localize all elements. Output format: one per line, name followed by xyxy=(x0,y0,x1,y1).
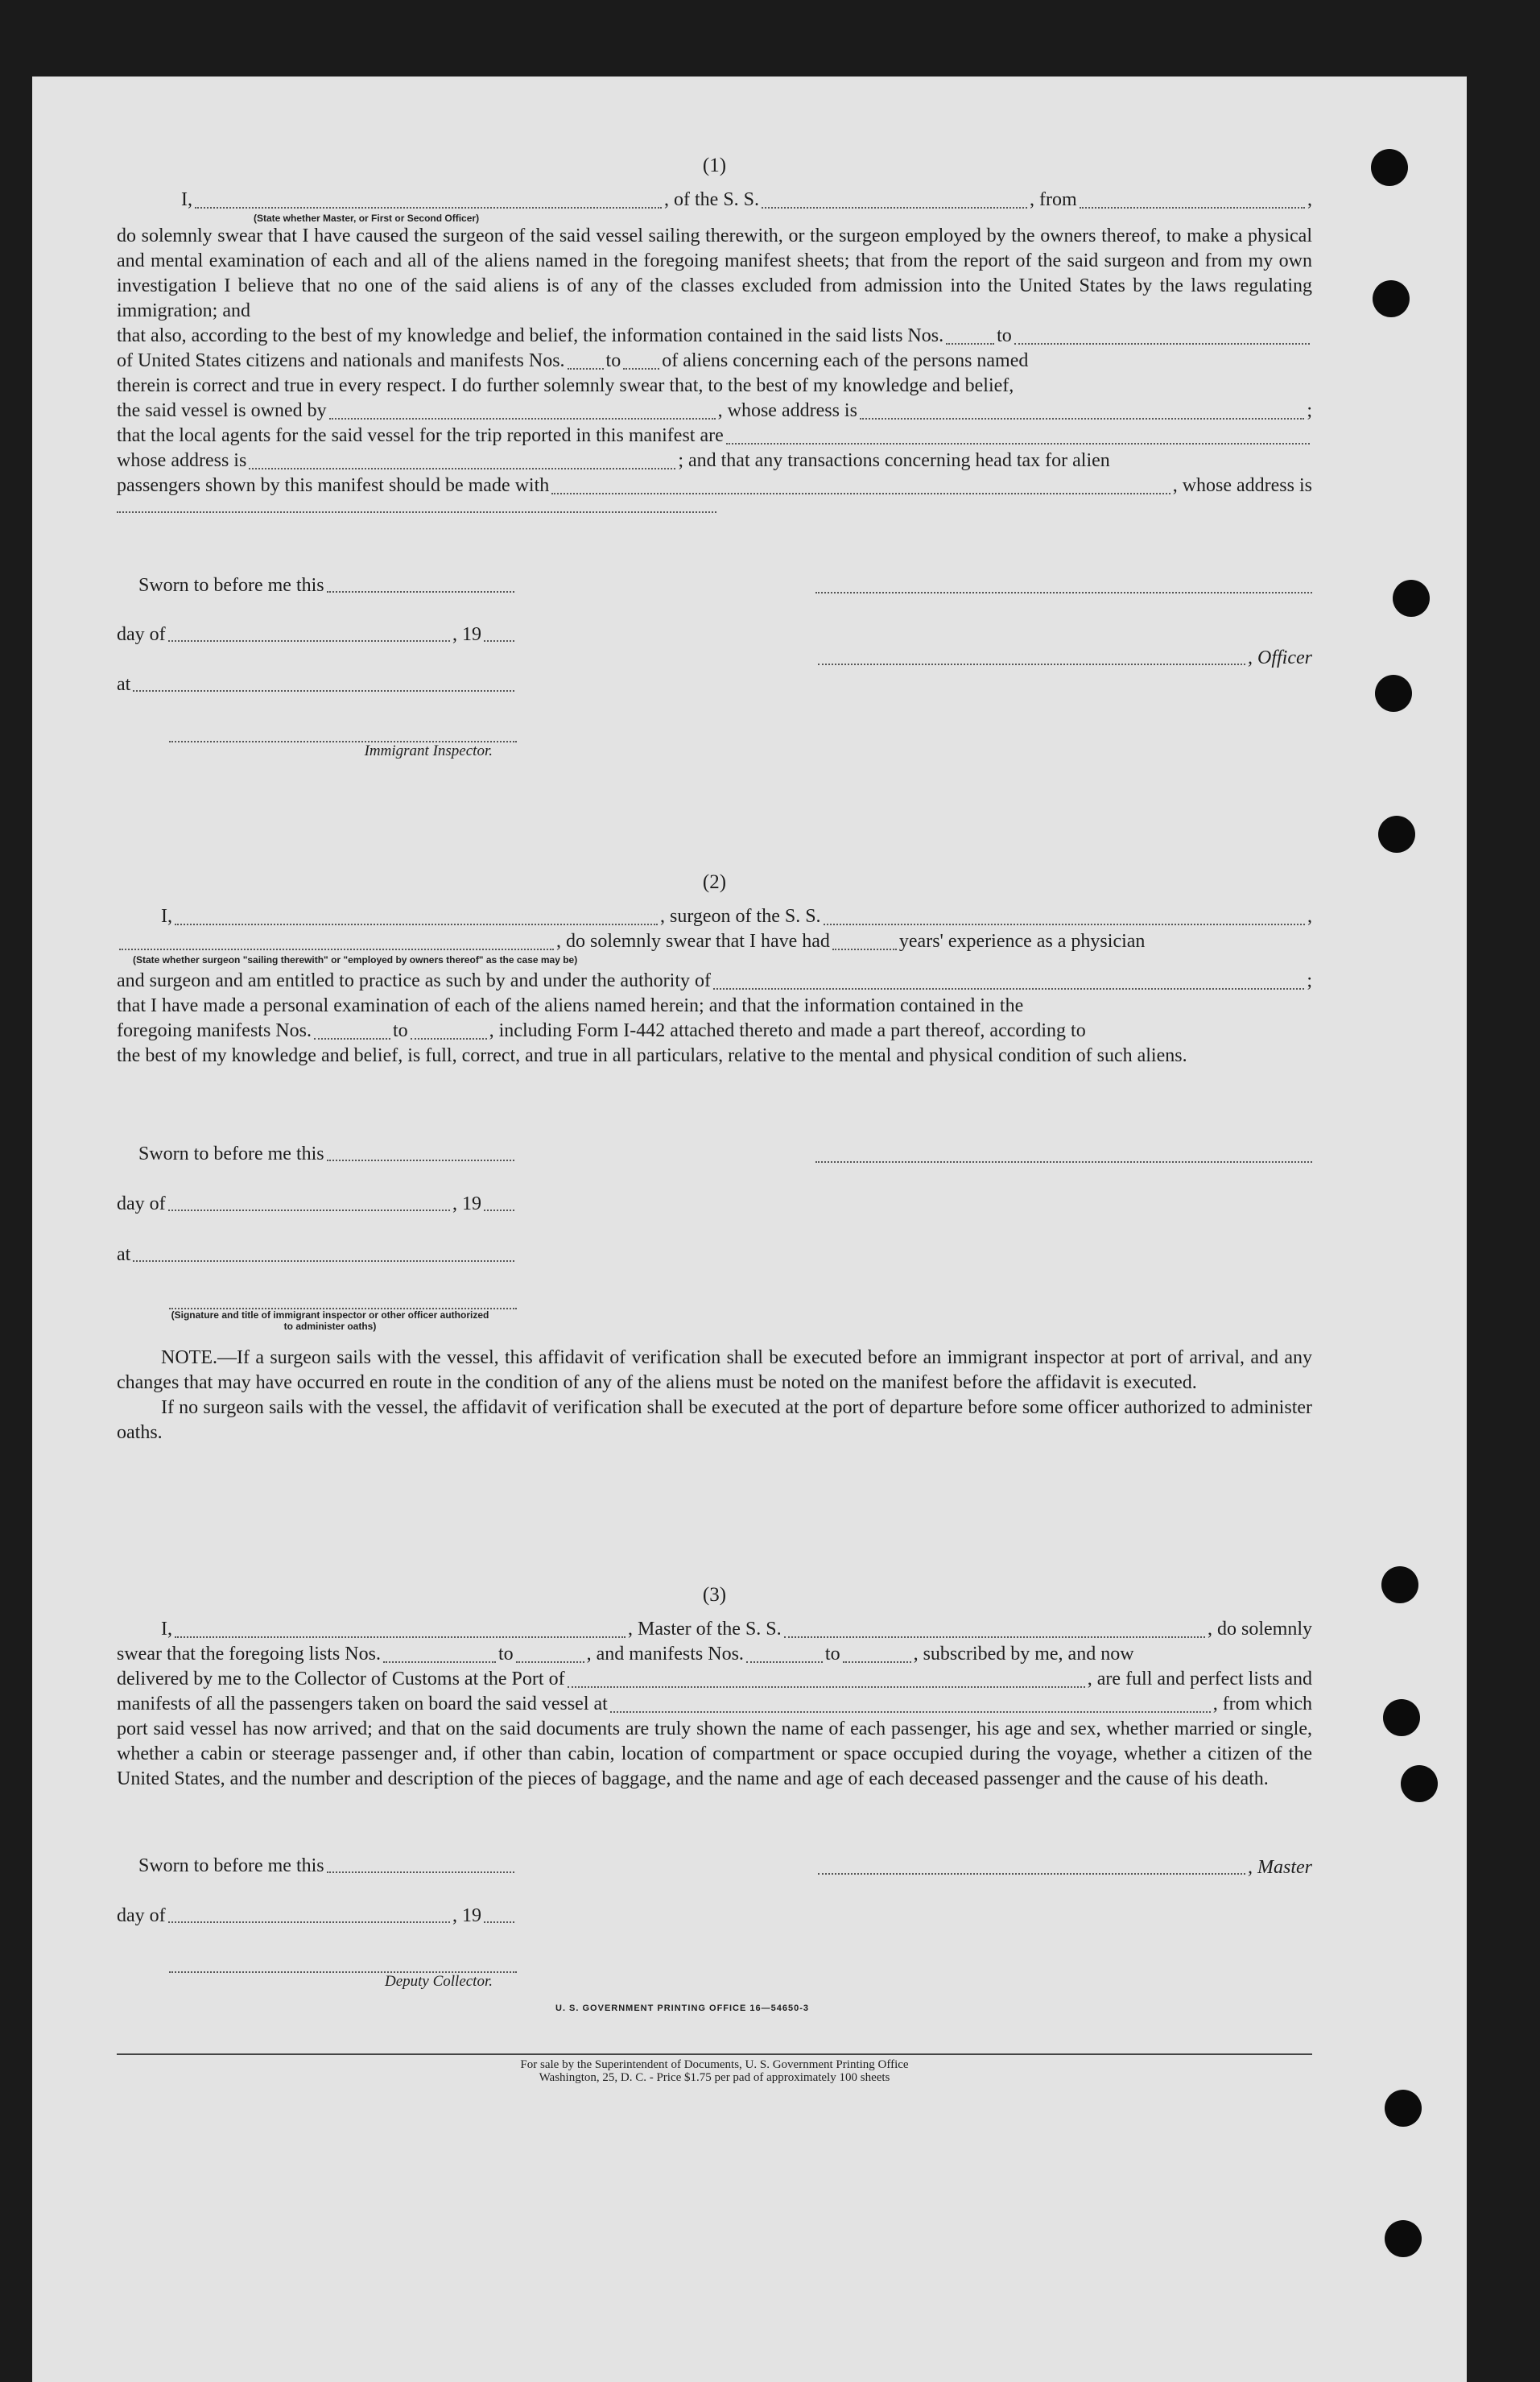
label-to: to xyxy=(605,350,621,371)
officer-signature-field[interactable] xyxy=(815,590,1312,593)
headtax-contact-field[interactable] xyxy=(551,475,1170,494)
officer-name-field[interactable] xyxy=(818,646,1245,665)
month-field[interactable] xyxy=(168,1904,450,1923)
label-exam: that I have made a personal examination of each of the aliens named herein; and that the information contained in the xyxy=(117,995,1024,1016)
label-practice: and surgeon and am entitled to practice as such by and under the authority of xyxy=(117,970,711,991)
lists-from-field[interactable] xyxy=(946,325,994,345)
section-number: (3) xyxy=(702,1584,727,1606)
owner-field[interactable] xyxy=(329,400,716,420)
sailing-note: (State whether surgeon "sailing therewith" or "employed by owners thereof" as the case may be) xyxy=(133,954,578,966)
inspector-signature xyxy=(169,739,517,760)
surgeon-name-field[interactable] xyxy=(175,906,658,925)
sale-line-1: For sale by the Superintendent of Documents, U. S. Government Printing Office xyxy=(520,2058,909,2071)
year-field[interactable] xyxy=(484,1904,514,1923)
officer-title-field[interactable] xyxy=(195,189,662,209)
headtax-address-field[interactable] xyxy=(117,510,716,513)
label-to: to xyxy=(997,325,1012,346)
label-manifests: , and manifests Nos. xyxy=(586,1644,744,1665)
binder-hole-icon xyxy=(1378,816,1415,853)
manifests-from-field[interactable] xyxy=(568,350,604,370)
label-day-of: day of xyxy=(117,1905,166,1926)
year-field[interactable] xyxy=(484,1192,514,1211)
label-lists: that also, according to the best of my knowledge and belief, the information contained in the said lists Nos. xyxy=(117,325,944,346)
paragraph-2: the best of my knowledge and belief, is full, correct, and true in all particulars, relative to the mental and physical condition of such aliens. xyxy=(117,1045,1187,1066)
label-agents: that the local agents for the said vessel for the trip reported in this manifest are xyxy=(117,425,724,446)
master-name-field[interactable] xyxy=(175,1619,625,1638)
master-caption: , Master xyxy=(1248,1857,1312,1878)
label-i: I, xyxy=(181,189,192,210)
sworn-day-field[interactable] xyxy=(327,1854,514,1873)
surgeon-signature-field[interactable] xyxy=(815,1160,1312,1163)
sworn-day-field[interactable] xyxy=(327,573,514,593)
inspector-caption: Immigrant Inspector. xyxy=(364,742,493,759)
label-from: , from xyxy=(1030,189,1077,210)
section-number: (1) xyxy=(702,155,727,176)
label-form: , including Form I-442 attached thereto and made a part thereof, according to xyxy=(489,1020,1086,1041)
label-citizens: of United States citizens and nationals and manifests Nos. xyxy=(117,350,565,371)
month-field[interactable] xyxy=(168,1192,450,1211)
binder-hole-icon xyxy=(1383,1699,1420,1736)
label-to: to xyxy=(824,1644,840,1665)
from-port-field[interactable] xyxy=(1080,189,1305,209)
sworn-block-1 xyxy=(138,573,517,597)
year-field[interactable] xyxy=(484,622,514,642)
label-sworn: Sworn to before me this xyxy=(138,1855,324,1876)
label-sworn: Sworn to before me this xyxy=(138,1143,324,1164)
label-subscribed: , subscribed by me, and now xyxy=(913,1644,1134,1665)
label-surgeon-of: , surgeon of the S. S. xyxy=(660,906,821,927)
manifests-to-field[interactable] xyxy=(623,350,659,370)
label-sworn: Sworn to before me this xyxy=(138,575,324,596)
sale-notice xyxy=(117,2058,1312,2084)
officer-caption: , Officer xyxy=(1248,647,1312,668)
gpo-imprint: U. S. GOVERNMENT PRINTING OFFICE 16—54650-3 xyxy=(555,2004,810,2013)
label-year: , 19 xyxy=(452,1193,481,1214)
label-to: to xyxy=(498,1644,514,1665)
at-place-field[interactable] xyxy=(133,672,514,692)
surgeon-vessel-field[interactable] xyxy=(824,906,1305,925)
label-passengers: passengers shown by this manifest should be made with xyxy=(117,475,550,496)
sailing-status-field[interactable] xyxy=(119,931,554,950)
punct: ; xyxy=(1307,970,1312,991)
at-place-field[interactable] xyxy=(133,1243,514,1262)
port-field[interactable] xyxy=(568,1669,1085,1688)
label-whose-address: , whose address is xyxy=(717,400,857,421)
manifests-to-field[interactable] xyxy=(411,1020,487,1040)
binder-hole-icon xyxy=(1381,1566,1418,1603)
label-full-lists: , are full and perfect lists and xyxy=(1087,1669,1312,1689)
lists-from-field[interactable] xyxy=(383,1644,496,1663)
sale-line-2: Washington, 25, D. C. - Price $1.75 per pad of approximately 100 sheets xyxy=(539,2071,890,2084)
label-day-of: day of xyxy=(117,624,166,645)
section-1: (1) I, , of the S. S. , from , (State whether Master, or First or Second Officer) do solemnly swear that I have caused the surgeon of the said vessel sailing therewith, or the surgeon employed by the owners thereof, to make a physical and mental examination of each and all of the aliens named in the foregoing manifest sheets; that from the report of the said surgeon and from my own investigation I believe that no one of the said aliens is of any of the classes excluded from admission into the United States by the laws regulating immigration; and that also, according to the best of my knowledge and belief, the information contained in the said lists Nos. to of United States citizens and nationals and manifests Nos. to of aliens concerning each of the persons named therein is correct and true in every respect. I do further solemnly swear that, to the best of my knowledge and belief, the said vessel is owned by , whose address is ; that the local agents for the said vessel for the trip reported in this manifest are whose address is ; and that any transactions concerning head tax for alien passengers shown by this manifest should be made with , whose address is xyxy=(117,153,1312,513)
lists-to-field[interactable] xyxy=(516,1644,584,1663)
deputy-signature xyxy=(169,1970,517,1991)
label-delivered: delivered by me to the Collector of Customs at the Port of xyxy=(117,1669,565,1689)
punct: ; xyxy=(1307,400,1312,421)
manifests-from-field[interactable] xyxy=(746,1644,823,1663)
label-at: at xyxy=(117,1244,131,1265)
label-master-of: , Master of the S. S. xyxy=(628,1619,782,1640)
label-i: I, xyxy=(161,906,172,927)
binder-hole-icon xyxy=(1385,2220,1422,2257)
agents-address-field[interactable] xyxy=(249,450,675,469)
label-from-which: , from which xyxy=(1212,1693,1312,1714)
sworn-block-3 xyxy=(138,1854,517,1877)
day-row-2 xyxy=(117,1192,517,1215)
binder-hole-icon xyxy=(1371,149,1408,186)
label-lists: swear that the foregoing lists Nos. xyxy=(117,1644,381,1665)
label-i: I, xyxy=(161,1619,172,1640)
label-do-solemnly: , do solemnly xyxy=(1208,1619,1312,1640)
binder-hole-icon xyxy=(1401,1765,1438,1802)
label-year: , 19 xyxy=(452,624,481,645)
label-therein: therein is correct and true in every respect. I do further solemnly swear that, to the best of my knowledge and belief, xyxy=(117,375,1014,396)
note-1: NOTE.—If a surgeon sails with the vessel, this affidavit of verification shall be executed before an immigrant inspector at port of arrival, and any changes that may have occurred en route in the condition of any of the aliens must be noted on the manifest before the affidavit is executed. xyxy=(117,1347,1312,1393)
surgeon-signature-block xyxy=(815,1160,1312,1163)
paragraph-3: port said vessel has now arrived; and that on the said documents are truly shown the name of each passenger, his age and sex, whether married or single, whether a cabin or steerage passenger and, if other than cabin, location of compartment or space occupied during the voyage, whether a citizen of the United States, and the number and description of the pieces of baggage, and the name and age of each deceased passenger and the cause of his death. xyxy=(117,1718,1312,1789)
inspector-signature-2 xyxy=(169,1306,517,1332)
sworn-block-2 xyxy=(138,1142,517,1165)
day-row-3 xyxy=(117,1904,517,1927)
label-do-swear: , do solemnly swear that I have had xyxy=(556,931,830,952)
manifests-from-field[interactable] xyxy=(314,1020,390,1040)
punct: , xyxy=(1307,906,1312,927)
binder-hole-icon xyxy=(1375,675,1412,712)
label-at: at xyxy=(117,674,131,695)
owner-address-field[interactable] xyxy=(860,400,1304,420)
label-years: years' experience as a physician xyxy=(898,931,1146,952)
sworn-day-field[interactable] xyxy=(327,1142,514,1161)
binder-hole-icon xyxy=(1393,580,1430,617)
master-signature-field[interactable] xyxy=(818,1855,1245,1875)
lists-to-field[interactable] xyxy=(1014,325,1310,345)
label-of-ss: , of the S. S. xyxy=(664,189,760,210)
label-whose-address: , whose address is xyxy=(1172,475,1312,496)
label-headtax: ; and that any transactions concerning head tax for alien xyxy=(678,450,1110,471)
signature-note: (Signature and title of immigrant inspector or other officer authorized to administer oaths) xyxy=(171,1309,489,1332)
master-row xyxy=(815,1855,1312,1879)
authority-field[interactable] xyxy=(713,970,1304,990)
label-aliens: of aliens concerning each of the persons named xyxy=(662,350,1029,371)
at-row-2 xyxy=(117,1243,517,1266)
binder-hole-icon xyxy=(1385,2090,1422,2127)
day-row-1 xyxy=(117,622,517,646)
years-field[interactable] xyxy=(832,931,897,950)
vessel-name-field[interactable] xyxy=(762,189,1027,209)
label-owned: the said vessel is owned by xyxy=(117,400,327,421)
section-number: (2) xyxy=(702,871,727,893)
notes xyxy=(117,1346,1312,1445)
label-year: , 19 xyxy=(452,1905,481,1926)
binder-hole-icon xyxy=(1373,280,1410,317)
section-2 xyxy=(117,870,1312,1069)
boarding-port-field[interactable] xyxy=(610,1693,1211,1713)
at-row-1 xyxy=(117,672,517,696)
note-2: If no surgeon sails with the vessel, the affidavit of verification shall be executed at the port of departure before some officer authorized to administer oaths. xyxy=(117,1397,1312,1443)
label-whose: whose address is xyxy=(117,450,247,471)
label-taken-on-board: manifests of all the passengers taken on board the said vessel at xyxy=(117,1693,608,1714)
section-3 xyxy=(117,1582,1312,1792)
officer-row xyxy=(815,646,1312,669)
officer-signature-block xyxy=(815,590,1312,593)
footer-rule xyxy=(117,2053,1312,2055)
deputy-caption: Deputy Collector. xyxy=(384,1973,493,1990)
label-day-of: day of xyxy=(117,1193,166,1214)
agents-field[interactable] xyxy=(726,425,1310,445)
label-manifests: foregoing manifests Nos. xyxy=(117,1020,312,1041)
label-to: to xyxy=(392,1020,408,1041)
month-field[interactable] xyxy=(168,622,450,642)
master-vessel-field[interactable] xyxy=(784,1619,1205,1638)
paragraph-1: do solemnly swear that I have caused the surgeon of the said vessel sailing therewith, or the surgeon employed by the owners thereof, to make a physical and mental examination of each and all of the aliens named in the foregoing manifest sheets; that from the report of the said surgeon and from my own investigation I believe that no one of the said aliens is of any of the classes excluded from admission into the United States by the laws regulating immigration; and xyxy=(117,225,1312,321)
officer-note: (State whether Master, or First or Second Officer) xyxy=(254,213,480,224)
manifests-to-field[interactable] xyxy=(843,1644,911,1663)
